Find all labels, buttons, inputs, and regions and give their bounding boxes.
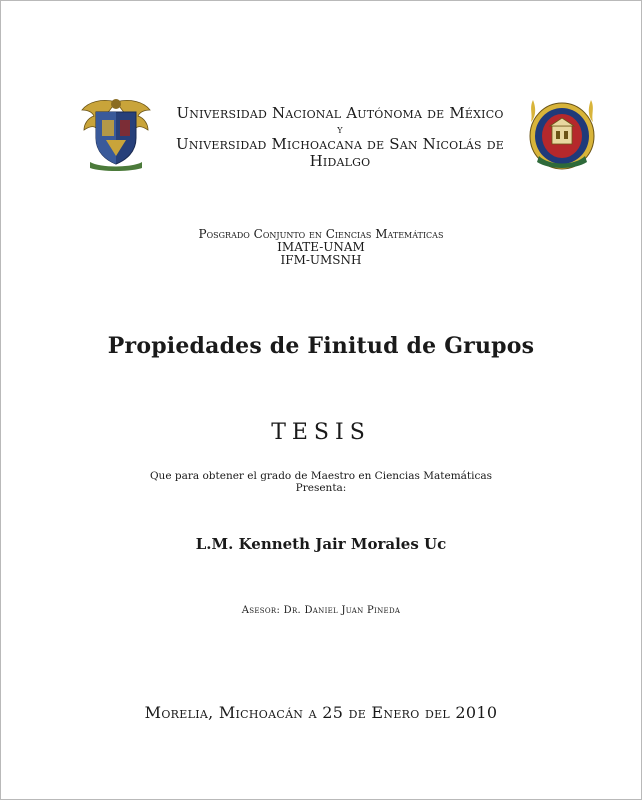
university-header (160, 105, 520, 170)
program-block (0, 228, 642, 267)
thesis-title: Propiedades de Finitud de Grupos (107, 333, 535, 359)
author-name: L.M. Kenneth Jair Morales Uc (195, 535, 447, 553)
thesis-type: TESIS (271, 420, 371, 445)
degree-statement (0, 470, 642, 494)
university-unam: Universidad Nacional Autónoma de México (176, 104, 504, 122)
presenta-label: Presenta: (295, 482, 347, 494)
place-date: Morelia, Michoacán a 25 de Enero del 2010 (144, 703, 498, 722)
program-name: Posgrado Conjunto en Ciencias Matemáticas (198, 227, 444, 241)
program-imate: IMATE-UNAM (277, 240, 365, 254)
advisor-line: Asesor: Dr. Daniel Juan Pineda (241, 605, 401, 616)
umsnh-shield-logo (525, 96, 599, 172)
program-ifm: IFM-UMSNH (280, 253, 362, 267)
university-umsnh: Universidad Michoacana de San Nicolás de Hidalgo (175, 135, 504, 170)
conjunction: y (337, 122, 343, 136)
unam-shield-logo (80, 96, 152, 172)
degree-purpose: Que para obtener el grado de Maestro en Ciencias Matemáticas (149, 470, 493, 482)
